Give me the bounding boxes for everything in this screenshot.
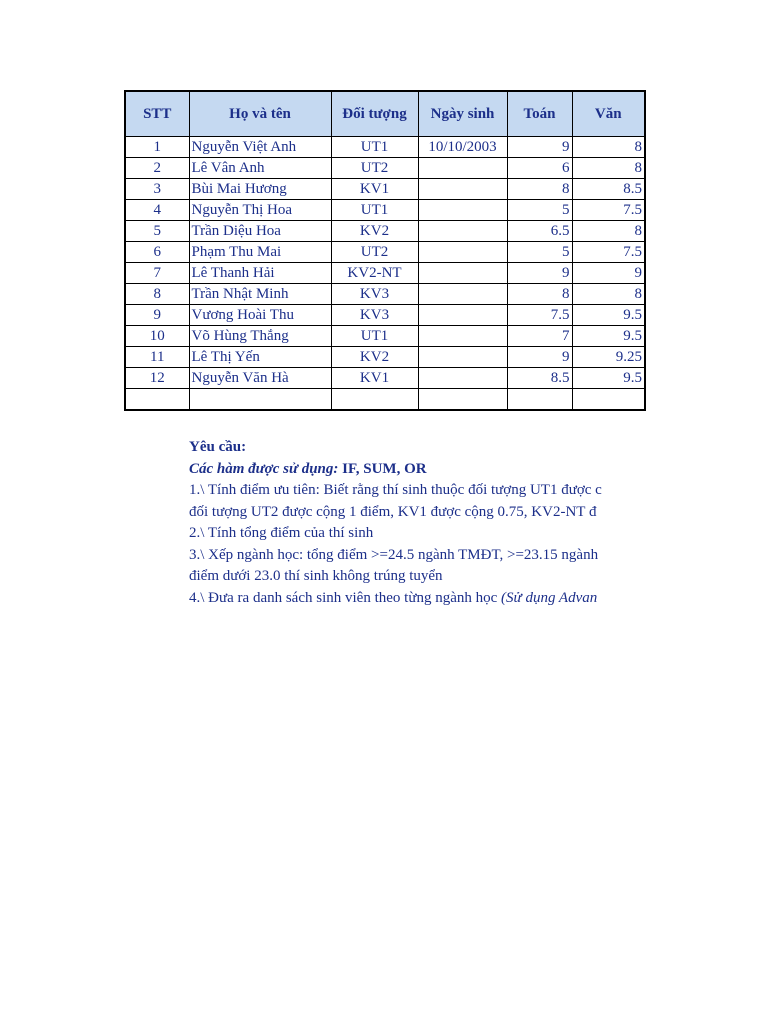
cell-math[interactable]: 6 <box>507 158 572 179</box>
cell-object[interactable]: UT1 <box>331 326 418 347</box>
cell-math[interactable]: 8.5 <box>507 368 572 389</box>
cell-dob[interactable] <box>418 305 507 326</box>
cell-stt[interactable]: 11 <box>125 347 189 368</box>
table-row <box>125 221 645 242</box>
cell-dob[interactable] <box>418 284 507 305</box>
cell-lit[interactable]: 7.5 <box>572 200 645 221</box>
cell-lit[interactable]: 9.5 <box>572 368 645 389</box>
cell-lit[interactable]: 8.5 <box>572 179 645 200</box>
functions-label: Các hàm được sử dụng: <box>189 460 339 477</box>
cell-object[interactable]: UT1 <box>331 137 418 158</box>
cell-name[interactable]: Nguyễn Thị Hoa <box>189 200 331 221</box>
cell-object[interactable]: KV2 <box>331 221 418 242</box>
cell-dob[interactable] <box>418 368 507 389</box>
header-stt[interactable]: STT <box>125 91 189 137</box>
table-row <box>125 263 645 284</box>
cell-object[interactable]: KV2-NT <box>331 263 418 284</box>
cell-name[interactable]: Lê Thị Yến <box>189 347 331 368</box>
requirement-line-4: 3.\ Xếp ngành học: tổng điểm >=24.5 ngành TMĐT, >=23.15 ngành <box>189 546 599 563</box>
requirements-section <box>189 437 634 609</box>
cell-object[interactable]: KV3 <box>331 284 418 305</box>
cell-stt[interactable]: 6 <box>125 242 189 263</box>
cell-math[interactable]: 7 <box>507 326 572 347</box>
functions-list: IF, SUM, OR <box>338 460 427 477</box>
cell-object[interactable]: UT2 <box>331 158 418 179</box>
cell-name[interactable]: Trần Diệu Hoa <box>189 221 331 242</box>
cell-dob[interactable] <box>418 263 507 284</box>
cell-object[interactable]: UT1 <box>331 200 418 221</box>
cell-dob[interactable] <box>418 221 507 242</box>
cell-math[interactable]: 9 <box>507 263 572 284</box>
cell-name[interactable]: Võ Hùng Thắng <box>189 326 331 347</box>
requirements-heading: Yêu cầu: <box>189 439 247 455</box>
cell-object[interactable]: UT2 <box>331 242 418 263</box>
table-row <box>125 368 645 389</box>
cell-empty[interactable] <box>418 389 507 411</box>
header-lit[interactable]: Văn <box>572 91 645 137</box>
cell-stt[interactable]: 8 <box>125 284 189 305</box>
cell-object[interactable]: KV1 <box>331 368 418 389</box>
requirement-line-1: 1.\ Tính điểm ưu tiên: Biết rằng thí sinh thuộc đối tượng UT1 được c <box>189 482 602 498</box>
cell-math[interactable]: 8 <box>507 284 572 305</box>
table-row <box>125 347 645 368</box>
header-name[interactable]: Họ và tên <box>189 91 331 137</box>
cell-stt[interactable]: 2 <box>125 158 189 179</box>
cell-lit[interactable]: 8 <box>572 284 645 305</box>
cell-object[interactable]: KV3 <box>331 305 418 326</box>
cell-math[interactable]: 9 <box>507 137 572 158</box>
cell-empty[interactable] <box>572 389 645 411</box>
cell-stt[interactable]: 12 <box>125 368 189 389</box>
cell-empty[interactable] <box>125 389 189 411</box>
table-row <box>125 242 645 263</box>
cell-name[interactable]: Nguyễn Văn Hà <box>189 368 331 389</box>
cell-dob[interactable]: 10/10/2003 <box>418 137 507 158</box>
cell-math[interactable]: 9 <box>507 347 572 368</box>
cell-dob[interactable] <box>418 326 507 347</box>
table-row <box>125 326 645 347</box>
table-row-empty <box>125 389 645 411</box>
cell-math[interactable]: 6.5 <box>507 221 572 242</box>
cell-math[interactable]: 7.5 <box>507 305 572 326</box>
cell-lit[interactable]: 9.25 <box>572 347 645 368</box>
cell-stt[interactable]: 7 <box>125 263 189 284</box>
cell-stt[interactable]: 4 <box>125 200 189 221</box>
requirement-line-5: điểm dưới 23.0 thí sinh không trúng tuyển <box>189 568 443 584</box>
table-row <box>125 305 645 326</box>
cell-name[interactable]: Lê Thanh Hải <box>189 263 331 284</box>
cell-name[interactable]: Lê Vân Anh <box>189 158 331 179</box>
cell-name[interactable]: Nguyễn Việt Anh <box>189 137 331 158</box>
header-dob[interactable]: Ngày sinh <box>418 91 507 137</box>
requirement-line-6-italic: (Sử dụng Advan <box>501 589 598 606</box>
table-body <box>125 137 645 411</box>
cell-dob[interactable] <box>418 158 507 179</box>
header-row <box>125 91 645 137</box>
cell-empty[interactable] <box>189 389 331 411</box>
cell-math[interactable]: 8 <box>507 179 572 200</box>
cell-stt[interactable]: 3 <box>125 179 189 200</box>
cell-name[interactable]: Trần Nhật Minh <box>189 284 331 305</box>
requirement-line-6 <box>189 588 634 610</box>
cell-empty[interactable] <box>507 389 572 411</box>
requirement-line-2: đối tượng UT2 được cộng 1 điểm, KV1 được cộng 0.75, KV2-NT đ <box>189 503 597 520</box>
cell-math[interactable]: 5 <box>507 242 572 263</box>
cell-stt[interactable]: 1 <box>125 137 189 158</box>
requirement-line-3: 2.\ Tính tổng điểm của thí sinh <box>189 525 374 541</box>
cell-dob[interactable] <box>418 347 507 368</box>
cell-empty[interactable] <box>331 389 418 411</box>
cell-dob[interactable] <box>418 242 507 263</box>
cell-object[interactable]: KV2 <box>331 347 418 368</box>
cell-stt[interactable]: 5 <box>125 221 189 242</box>
cell-math[interactable]: 5 <box>507 200 572 221</box>
cell-stt[interactable]: 10 <box>125 326 189 347</box>
cell-lit[interactable]: 7.5 <box>572 242 645 263</box>
cell-dob[interactable] <box>418 200 507 221</box>
cell-object[interactable]: KV1 <box>331 179 418 200</box>
cell-lit[interactable]: 9 <box>572 263 645 284</box>
table-row <box>125 179 645 200</box>
student-score-table <box>124 90 646 411</box>
cell-dob[interactable] <box>418 179 507 200</box>
cell-name[interactable]: Bùi Mai Hương <box>189 179 331 200</box>
cell-name[interactable]: Vương Hoài Thu <box>189 305 331 326</box>
cell-stt[interactable]: 9 <box>125 305 189 326</box>
cell-lit[interactable]: 9.5 <box>572 305 645 326</box>
score-spreadsheet <box>124 90 642 411</box>
requirement-line-6-text: 4.\ Đưa ra danh sách sinh viên theo từng ngành học <box>189 589 502 606</box>
table-row <box>125 284 645 305</box>
cell-name[interactable]: Phạm Thu Mai <box>189 242 331 263</box>
table-row <box>125 137 645 158</box>
cell-lit[interactable]: 8 <box>572 221 645 242</box>
table-row <box>125 200 645 221</box>
header-math[interactable]: Toán <box>507 91 572 137</box>
header-object[interactable]: Đối tượng <box>331 91 418 137</box>
cell-lit[interactable]: 9.5 <box>572 326 645 347</box>
table-row <box>125 158 645 179</box>
cell-lit[interactable]: 8 <box>572 137 645 158</box>
functions-line <box>189 459 634 481</box>
cell-lit[interactable]: 8 <box>572 158 645 179</box>
